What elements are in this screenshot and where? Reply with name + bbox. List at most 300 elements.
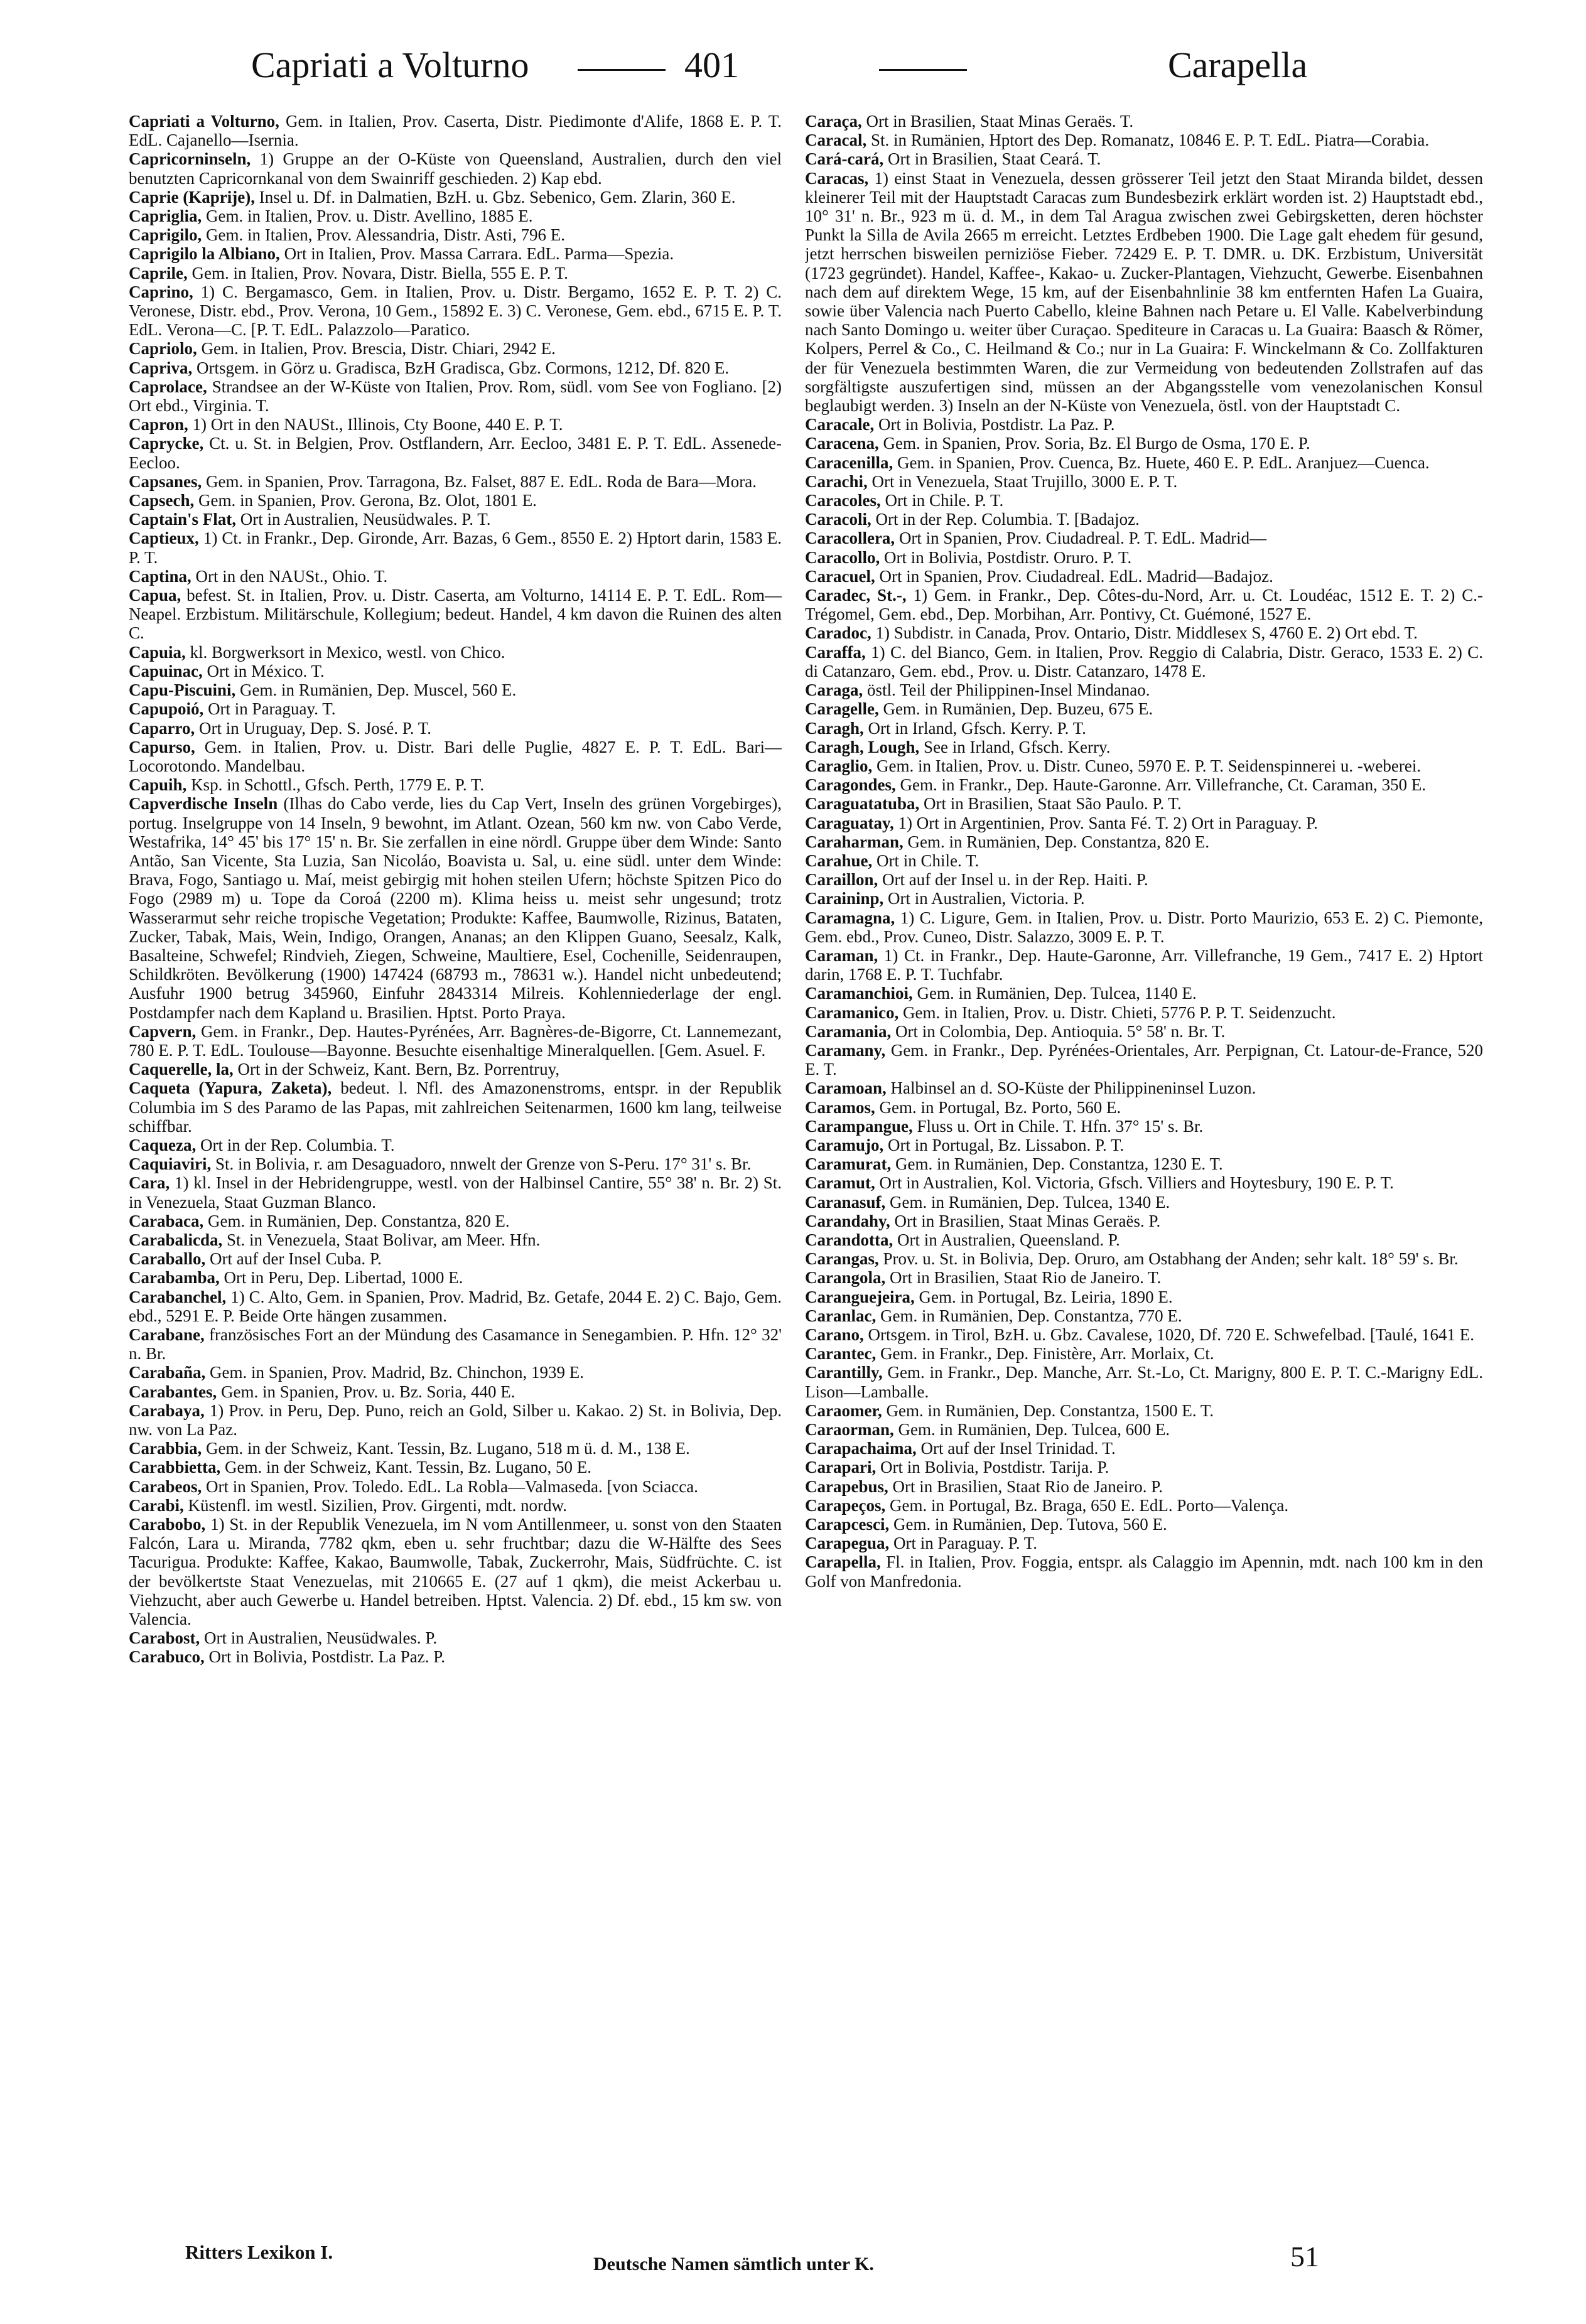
entry-text: Halbinsel an d. SO-Küste der Philippineninsel Luzon. [886, 1079, 1256, 1098]
entry-headword: Carantilly, [805, 1363, 883, 1382]
dictionary-entry [805, 1079, 1483, 1097]
dictionary-entry [129, 1647, 782, 1666]
entry-text: Ort in den NAUSt., Ohio. T. [191, 566, 388, 586]
entry-headword: Cará-cará, [805, 149, 884, 169]
header-last-entry: Carapella [1168, 45, 1308, 85]
entry-headword: Caraça, [805, 112, 862, 131]
dictionary-entry [129, 339, 782, 358]
entry-text: Ort in Brasilien, Staat Minas Geraës. T. [861, 112, 1134, 131]
entry-text: Gem. in Spanien, Prov. Soria, Bz. El Burgo de Osma, 170 E. P. [878, 434, 1310, 453]
dictionary-entry [805, 775, 1483, 794]
dictionary-entry [129, 1249, 782, 1268]
dictionary-entry [129, 1628, 782, 1647]
dictionary-entry [129, 794, 782, 1021]
entry-text: 1) C. Alto, Gem. in Spanien, Prov. Madrid, Bz. Getafe, 2044 E. 2) C. Bajo, Gem. ebd., 5291 E. P. Beide Orte hängen zusammen. [129, 1287, 782, 1325]
entry-headword: Carabeos, [129, 1477, 202, 1496]
dictionary-entry [805, 131, 1483, 149]
entry-headword: Capsanes, [129, 471, 202, 491]
entry-headword: Carabane, [129, 1325, 205, 1344]
dictionary-entry [805, 1552, 1483, 1590]
entry-text: Gem. in Spanien, Prov. u. Bz. Soria, 440 E. [217, 1382, 515, 1401]
entry-text: Ksp. in Schottl., Gfsch. Perth, 1779 E. P. T. [186, 775, 485, 795]
entry-text: Ort in Paraguay. P. T. [889, 1534, 1037, 1553]
entry-headword: Caragh, Lough, [805, 737, 920, 756]
entry-headword: Caramania, [805, 1021, 892, 1041]
entry-headword: Carantec, [805, 1344, 877, 1364]
entry-text: Ort in Bolivia, Postdistr. Oruro. P. T. [880, 547, 1132, 567]
entry-headword: Caracoli, [805, 510, 871, 529]
dictionary-entry [805, 149, 1483, 168]
entry-headword: Carandahy, [805, 1211, 890, 1230]
dictionary-entry [129, 529, 782, 566]
entry-text: Gem. in Italien, Prov. u. Distr. Cuneo, 5970 E. P. T. Seidenspinnerei u. -weberei. [872, 756, 1421, 775]
entry-headword: Caracollera, [805, 529, 895, 548]
entry-headword: Carabamba, [129, 1268, 220, 1288]
dictionary-entry [129, 1268, 782, 1287]
dictionary-entry [805, 453, 1483, 472]
entry-text: Gem. in Portugal, Bz. Leiria, 1890 E. [914, 1287, 1173, 1306]
dictionary-entry [129, 586, 782, 643]
dictionary-entry [805, 1477, 1483, 1496]
dictionary-entry [805, 1325, 1483, 1344]
dictionary-entry [805, 889, 1483, 908]
dictionary-entry [805, 169, 1483, 416]
entry-headword: Caracoles, [805, 491, 881, 510]
entry-headword: Capua, [129, 586, 181, 605]
left-column [129, 112, 782, 2171]
entry-text: Gem. in Rumänien, Dep. Tulcea, 1140 E. [912, 984, 1197, 1003]
entry-text: Ort in Australien, Queensland. P. [893, 1230, 1120, 1249]
dictionary-entry [129, 415, 782, 434]
entry-headword: Caraffa, [805, 642, 866, 662]
entry-text: Gem. in Portugal, Bz. Porto, 560 E. [875, 1097, 1121, 1117]
dictionary-entry [129, 207, 782, 225]
entry-text: St. in Rumänien, Hptort des Dep. Romanatz, 10846 E. P. T. EdL. Piatra—Corabia. [866, 131, 1430, 150]
entry-text: Ort in Australien, Victoria. P. [883, 889, 1085, 908]
dictionary-entry [805, 1439, 1483, 1458]
entry-text: 1) Ct. in Frankr., Dep. Gironde, Arr. Bazas, 6 Gem., 8550 E. 2) Hptort darin, 1583 E. P. T. [129, 529, 782, 567]
dictionary-entry [805, 1344, 1483, 1363]
entry-text: Ort in Chile. T. [872, 851, 979, 870]
dictionary-entry [805, 1458, 1483, 1477]
entry-headword: Caraglio, [805, 756, 873, 775]
entry-text: Gem. in Rumänien, Dep. Tulcea, 1340 E. [885, 1192, 1170, 1212]
dictionary-entry [805, 908, 1483, 946]
entry-headword: Carabobo, [129, 1515, 206, 1534]
dictionary-entry [805, 643, 1483, 681]
entry-headword: Caquiaviri, [129, 1154, 212, 1174]
dictionary-entry [129, 491, 782, 510]
entry-headword: Capu-Piscuini, [129, 681, 236, 700]
entry-headword: Carapebus, [805, 1477, 888, 1496]
entry-text: Ort in Brasilien, Staat São Paulo. P. T. [919, 794, 1182, 814]
entry-text: Gem. in Italien, Prov. Alessandria, Distr. Asti, 796 E. [202, 225, 565, 245]
entry-text: Ortsgem. in Görz u. Gradisca, BzH Gradisca, Gbz. Cormons, 1212, Df. 820 E. [192, 358, 730, 377]
dictionary-entry [805, 1249, 1483, 1268]
entry-text: Gem. in Italien, Prov. Caserta, Distr. Piedimonte d'Alife, 1868 E. P. T. EdL. Cajanello—Isernia. [129, 112, 782, 150]
entry-text: St. in Venezuela, Staat Bolivar, am Meer. Hfn. [222, 1230, 541, 1249]
dictionary-entry [805, 1496, 1483, 1515]
dictionary-entry [805, 1173, 1483, 1192]
entry-text: Ort in México. T. [202, 661, 325, 681]
dictionary-entry [805, 529, 1483, 547]
entry-text: Ort in Brasilien, Staat Minas Geraës. P. [890, 1211, 1161, 1230]
dictionary-entry [129, 1230, 782, 1249]
entry-text: Ort in der Rep. Columbia. T. [Badajoz. [871, 510, 1140, 529]
entry-headword: Carampangue, [805, 1116, 913, 1136]
entry-text: Gem. in Italien, Prov. Novara, Distr. Biella, 555 E. P. T. [187, 263, 568, 282]
dictionary-entry [805, 1003, 1483, 1022]
entry-headword: Caraman, [805, 945, 878, 965]
entry-headword: Capuinac, [129, 661, 203, 681]
dictionary-entry [129, 1022, 782, 1060]
entry-headword: Capriati a Volturno, [129, 112, 279, 131]
entry-headword: Caramany, [805, 1040, 886, 1060]
entry-text: Ort auf der Insel Cuba. P. [205, 1249, 382, 1269]
entry-text: Gem. in Frankr., Dep. Finistère, Arr. Morlaix, Ct. [876, 1344, 1214, 1364]
entry-text: Ort in Spanien, Prov. Toledo. EdL. La Robla—Valmaseda. [von Sciacca. [202, 1477, 698, 1496]
dictionary-entry [129, 1496, 782, 1515]
dictionary-entry [805, 738, 1483, 756]
entry-headword: Carabi, [129, 1495, 184, 1515]
entry-text: St. in Bolivia, r. am Desaguadoro, nnwelt der Grenze von S-Peru. 17° 31' s. Br. [211, 1154, 752, 1174]
entry-headword: Carapcesci, [805, 1515, 890, 1534]
entry-text: Ort in Bolivia, Postdistr. La Paz. P. [874, 415, 1115, 434]
entry-headword: Carapachaima, [805, 1439, 917, 1458]
entry-text: Ort in Bolivia, Postdistr. La Paz. P. [204, 1647, 446, 1667]
entry-text: Ort in Venezuela, Staat Trujillo, 3000 E. P. T. [867, 471, 1178, 491]
dictionary-entry [129, 1477, 782, 1496]
entry-headword: Caragh, [805, 718, 864, 738]
dictionary-entry [805, 567, 1483, 586]
entry-text: befest. St. in Italien, Prov. u. Distr. Caserta, am Volturno, 14114 E. P. T. EdL. Rom—Neapel. Erzbistum. Militärschule, Kollegium; bedeut. Handel, 4 km davon die Ruinen des alten C. [129, 586, 782, 643]
entry-headword: Cara, [129, 1173, 170, 1193]
entry-text: Insel u. Df. in Dalmatien, BzH. u. Gbz. Sebenico, Gem. Zlarin, 360 E. [254, 187, 736, 207]
entry-headword: Carahue, [805, 851, 873, 870]
entry-text: Gem. in Italien, Prov. u. Distr. Bari delle Puglie, 4827 E. P. T. EdL. Bari—Locorotondo. Mandelbau. [129, 737, 782, 775]
entry-text: Ort in Australien, Neusüdwales. P. T. [236, 510, 491, 529]
entry-text: Gem. in Rumänien, Dep. Constantza, 820 E. [203, 1211, 510, 1230]
entry-headword: Carapegua, [805, 1534, 890, 1553]
entry-text: Ort in Chile. P. T. [880, 491, 1004, 510]
entry-text: 1) Gruppe an der O-Küste von Queensland, Australien, durch den viel benutzten Capricornkanal von dem Swainriff geschieden. 2) Kap ebd. [129, 149, 782, 188]
dictionary-entry [129, 738, 782, 775]
entry-text: bedeut. l. Nfl. des Amazonenstroms, entspr. in der Republik Columbia im S des Paramo de las Papas, mit zahlreichen Seitenarmen, 1600 km lang, teilweise schiffbar. [129, 1079, 782, 1136]
entry-text: 1) kl. Insel in der Hebridengruppe, westl. von der Halbinsel Cantire, 55° 38' n. Br. 2) St. in Venezuela, Staat Guzman Blanco. [129, 1173, 782, 1212]
entry-text: 1) C. del Bianco, Gem. in Italien, Prov. Reggio di Calabria, Distr. Geraco, 1533 E. 2) C. di Catanzaro, Gem. ebd., Prov. u. Distr. Catanzaro, 1478 E. [805, 642, 1483, 681]
dictionary-entry [129, 681, 782, 699]
entry-headword: Caradec, St.-, [805, 586, 907, 605]
dictionary-entry [805, 1212, 1483, 1230]
entry-text: 1) St. in der Republik Venezuela, im N vom Antillenmeer, u. sonst von den Staaten Falcón, Lara u. Miranda, 7782 qkm, eben u. sehr fruchtbar; dazu die W-Hälfte des Sees Tacurigua. Produkte: Kaffee, Kakao, Baumwolle, Tabak, Zuckerrohr, Mais, Südfrüchte. C. ist der bevölkertste Staat Venezuelas, mit 210665 E. (27 auf 1 qkm), die meist Ackerbau u. Viehzucht, aber auch Gewerbe u. Handel betreiben. Hptst. Valencia. 2) Df. ebd., 15 km sw. von Valencia. [129, 1515, 782, 1629]
entry-headword: Captina, [129, 566, 192, 586]
dictionary-entry [129, 112, 782, 149]
entry-headword: Caprile, [129, 263, 188, 282]
entry-text: Ort in Bolivia, Postdistr. Tarija. P. [876, 1458, 1109, 1477]
entry-text: 1) Ct. in Frankr., Dep. Haute-Garonne, Arr. Villefranche, 19 Gem., 7417 E. 2) Hptort darin, 1768 E. P. T. Tuchfabr. [805, 945, 1483, 984]
dictionary-entry [805, 1136, 1483, 1154]
entry-text: Gem. in Rumänien, Dep. Constantza, 820 E. [903, 832, 1210, 851]
entry-headword: Caramoan, [805, 1079, 887, 1098]
dictionary-entry [129, 1154, 782, 1173]
entry-headword: Carabanchel, [129, 1287, 227, 1306]
entry-headword: Caragondes, [805, 775, 896, 795]
entry-headword: Caracollo, [805, 547, 880, 567]
dictionary-entry [129, 699, 782, 718]
entry-text: Gem. in Rumänien, Dep. Tulcea, 600 E. [893, 1420, 1170, 1439]
entry-headword: Capupoió, [129, 699, 204, 719]
entry-text: 1) Ort in Argentinien, Prov. Santa Fé. T. 2) Ort in Paraguay. P. [893, 813, 1318, 832]
dictionary-entry [129, 472, 782, 491]
entry-text: kl. Borgwerksort in Mexico, westl. von Chico. [185, 642, 505, 662]
entry-headword: Capsech, [129, 491, 195, 510]
footer-note: Deutsche Namen sämtlich unter K. [593, 2254, 874, 2274]
dictionary-entry [129, 662, 782, 681]
dictionary-entry [129, 1173, 782, 1211]
footer-signature: Ritters Lexikon I. [185, 2241, 333, 2263]
entry-text: 1) C. Bergamasco, Gem. in Italien, Prov. u. Distr. Bergamo, 1652 E. P. T. 2) C. Veronese, Distr. ebd., Prov. Verona, 10 Gem., 15892 E. 3) C. Veronese, Gem. ebd., 6715 E. P. T. EdL. Verona—C. [P. T. EdL. Palazzolo—Paratico. [129, 282, 782, 340]
header-rule-left [578, 69, 666, 71]
dictionary-entry [805, 1193, 1483, 1212]
dictionary-entry [805, 1154, 1483, 1173]
entry-headword: Capricorninseln, [129, 149, 251, 169]
sheet-number: 51 [1290, 2241, 1319, 2273]
dictionary-entry [805, 681, 1483, 699]
entry-headword: Capron, [129, 415, 188, 434]
entry-headword: Carabost, [129, 1628, 200, 1648]
dictionary-entry [805, 112, 1483, 131]
entry-text: 1) C. Ligure, Gem. in Italien, Prov. u. Distr. Porto Maurizio, 653 E. 2) C. Piemonte, Gem. ebd., Prov. Cuneo, Distr. Salazzo, 3009 E. P. T. [805, 908, 1483, 946]
entry-text: Ort in Italien, Prov. Massa Carrara. EdL. Parma—Spezia. [279, 244, 674, 264]
entry-headword: Caraillon, [805, 870, 878, 890]
entry-text: Gem. in Rumänien, Dep. Constantza, 1230 E. T. [891, 1154, 1223, 1174]
entry-headword: Carangola, [805, 1268, 886, 1288]
dictionary-entry [805, 794, 1483, 813]
dictionary-entry [805, 832, 1483, 851]
dictionary-entry [805, 719, 1483, 738]
dictionary-entry [805, 946, 1483, 984]
dictionary-entry [129, 1458, 782, 1477]
dictionary-entry [805, 851, 1483, 870]
dictionary-entry [805, 984, 1483, 1003]
dictionary-entry [805, 491, 1483, 510]
entry-headword: Capurso, [129, 737, 195, 756]
running-header [188, 39, 1475, 89]
page-footer [129, 2235, 1479, 2285]
dictionary-entry [805, 1230, 1483, 1249]
dictionary-entry [805, 1420, 1483, 1439]
entry-headword: Caquerelle, la, [129, 1060, 234, 1079]
entry-headword: Capuia, [129, 642, 186, 662]
dictionary-entry [805, 510, 1483, 529]
dictionary-entry [129, 1363, 782, 1382]
entry-headword: Caprie (Kaprije), [129, 187, 255, 207]
entry-text: französisches Fort an der Mündung des Casamance in Senegambien. P. Hfn. 12° 32' n. Br. [129, 1325, 782, 1364]
dictionary-entry [129, 1079, 782, 1136]
dictionary-entry [129, 244, 782, 263]
entry-text: Ort in Irland, Gfsch. Kerry. P. T. [863, 718, 1086, 738]
dictionary-entry [805, 1363, 1483, 1401]
dictionary-entry [129, 1401, 782, 1439]
entry-text: Gem. in der Schweiz, Kant. Tessin, Bz. Lugano, 518 m ü. d. M., 138 E. [202, 1439, 690, 1458]
entry-text: Gem. in Spanien, Prov. Tarragona, Bz. Falset, 887 E. EdL. Roda de Bara—Mora. [202, 471, 757, 491]
entry-headword: Capuih, [129, 775, 187, 795]
right-column [805, 112, 1483, 2171]
entry-text: Gem. in Spanien, Prov. Gerona, Bz. Olot, 1801 E. [194, 491, 537, 510]
entry-headword: Caraharman, [805, 832, 904, 851]
entry-headword: Caprigilo, [129, 225, 202, 245]
dictionary-entry [805, 1288, 1483, 1306]
dictionary-entry [129, 1515, 782, 1628]
dictionary-entry [805, 1098, 1483, 1117]
dictionary-entry [805, 472, 1483, 491]
entry-text: 1) Prov. in Peru, Dep. Puno, reich an Gold, Silber u. Kakao. 2) St. in Bolivia, Dep. nw. von La Paz. [129, 1401, 782, 1439]
entry-text: Gem. in Rumänien, Dep. Muscel, 560 E. [235, 681, 517, 700]
dictionary-entry [129, 510, 782, 529]
dictionary-entry [129, 1136, 782, 1154]
entry-text: Gem. in Frankr., Dep. Haute-Garonne. Arr. Villefranche, Ct. Caraman, 350 E. [895, 775, 1427, 795]
header-first-entry: Capriati a Volturno [251, 45, 529, 85]
entry-headword: Caraininp, [805, 889, 884, 908]
entry-text: Fluss u. Ort in Chile. T. Hfn. 37° 15' s. Br. [912, 1116, 1204, 1136]
entry-text: Gem. in Rumänien, Dep. Tutova, 560 E. [889, 1515, 1167, 1534]
entry-headword: Carangas, [805, 1249, 879, 1269]
entry-headword: Caracal, [805, 131, 867, 150]
entry-text: Gem. in Rumänien, Dep. Buzeu, 675 E. [878, 699, 1153, 719]
dictionary-entry [129, 1288, 782, 1325]
entry-text: Ort auf der Insel Trinidad. T. [916, 1439, 1116, 1458]
entry-headword: Caramagna, [805, 908, 895, 927]
entry-headword: Caraguatay, [805, 813, 894, 832]
page-number: 401 [684, 45, 739, 85]
entry-headword: Carano, [805, 1325, 864, 1344]
entry-text: 1) Gem. in Frankr., Dep. Côtes-du-Nord, Arr. u. Ct. Loudéac, 1512 E. T. 2) C.-Trégomel, Gem. ebd., Dep. Morbihan, Arr. Pontivy, Ct. Guémoné, 1527 E. [805, 586, 1483, 624]
dictionary-entry [805, 434, 1483, 453]
entry-text: Gem. in Italien, Prov. u. Distr. Chieti, 5776 P. P. T. Seidenzucht. [898, 1003, 1336, 1022]
entry-headword: Caranguejeira, [805, 1287, 915, 1306]
entry-text: Gem. in Italien, Prov. u. Distr. Avellino, 1885 E. [202, 207, 533, 226]
dictionary-entry [129, 643, 782, 662]
entry-text: Strandsee an der W-Küste von Italien, Prov. Rom, südl. vom See von Fogliano. [2) Ort ebd., Virginia. T. [129, 377, 782, 416]
entry-text: Gem. in Spanien, Prov. Cuenca, Bz. Huete, 460 E. P. EdL. Aranjuez—Cuenca. [893, 453, 1430, 472]
dictionary-entry [805, 1117, 1483, 1136]
entry-headword: Carandotta, [805, 1230, 893, 1249]
entry-headword: Caracale, [805, 415, 875, 434]
entry-headword: Caqueza, [129, 1135, 197, 1154]
entry-headword: Carabbia, [129, 1439, 202, 1458]
entry-headword: Capvern, [129, 1021, 197, 1041]
entry-text: Fl. in Italien, Prov. Foggia, entspr. als Calaggio im Apennin, mdt. nach 100 km in den Golf von Manfredonia. [805, 1552, 1483, 1591]
dictionary-entry [805, 1515, 1483, 1534]
entry-headword: Caramurat, [805, 1154, 892, 1174]
entry-headword: Caramanchioi, [805, 984, 913, 1003]
entry-text: Ort in Spanien, Prov. Ciudadreal. EdL. Madrid—Badajoz. [875, 566, 1273, 586]
entry-headword: Caracuel, [805, 566, 875, 586]
entry-text: Gem. in Portugal, Bz. Braga, 650 E. EdL. Porto—Valença. [885, 1495, 1289, 1515]
entry-headword: Carapari, [805, 1458, 877, 1477]
dictionary-entry [129, 1060, 782, 1079]
dictionary-entry [805, 415, 1483, 434]
entry-text: Ort in Spanien, Prov. Ciudadreal. P. T. EdL. Madrid— [895, 529, 1267, 548]
entry-headword: Caprycke, [129, 434, 204, 453]
entry-text: Ort in Uruguay, Dep. S. José. P. T. [195, 718, 431, 738]
entry-headword: Caprigilo la Albiano, [129, 244, 280, 264]
entry-headword: Caracena, [805, 434, 879, 453]
entry-headword: Captieux, [129, 529, 199, 548]
dictionary-entry [129, 149, 782, 187]
entry-headword: Caranasuf, [805, 1192, 886, 1212]
dictionary-entry [805, 1306, 1483, 1325]
entry-headword: Capverdische Inseln [129, 794, 278, 814]
entry-headword: Carapella, [805, 1552, 881, 1572]
entry-headword: Caprino, [129, 282, 193, 301]
entry-text: 1) Ort in den NAUSt., Illinois, Cty Boone, 440 E. P. T. [188, 415, 563, 434]
entry-text: Ort in Paraguay. T. [203, 699, 336, 719]
entry-headword: Carabantes, [129, 1382, 217, 1401]
dictionary-entry [129, 1212, 782, 1230]
entry-text: östl. Teil der Philippinen-Insel Mindanao. [863, 681, 1150, 700]
entry-text: 1) Subdistr. in Canada, Prov. Ontario, Distr. Middlesex S, 4760 E. 2) Ort ebd. T. [871, 623, 1418, 643]
dictionary-entry [129, 377, 782, 415]
entry-text: Ort auf der Insel u. in der Rep. Haiti. P. [878, 870, 1148, 890]
entry-text: Gem. in Rumänien, Dep. Constantza, 1500 E. T. [882, 1401, 1214, 1420]
dictionary-entry [129, 567, 782, 586]
entry-headword: Carabuco, [129, 1647, 205, 1667]
entry-headword: Carabaya, [129, 1401, 205, 1420]
dictionary-entry [805, 548, 1483, 567]
dictionary-entry [129, 1439, 782, 1458]
entry-text: Gem. in Spanien, Prov. Madrid, Bz. Chinchon, 1939 E. [205, 1363, 584, 1382]
entry-headword: Carapeços, [805, 1495, 886, 1515]
entry-text: Gem. in Frankr., Dep. Pyrénées-Orientales, Arr. Perpignan, Ct. Latour-de-France, 520 E. T. [805, 1040, 1483, 1079]
entry-headword: Caqueta (Yapura, Zaketa), [129, 1079, 332, 1098]
entry-text: (Ilhas do Cabo verde, lies du Cap Vert, Inseln des grünen Vorgebirges), portug. Inselgruppe von 14 Inseln, 9 bewohnt, im Atlant. Ozean, 560 km nw. von Cabo Verde, Westafrika, 14° 45' bis 17° 15' n. Br. Sie zerfallen in eine nördl. Gruppe über dem Winde: Santo Antão, San Vicente, Sta Luzia, San Nicoláo, Boavista u. Sal, u. eine südl. unter dem Winde: Brava, Fogo, Santiago u. Maí, meist gebirgig mit hohen steilen Ufern; höchste Spitzen Pico do Fogo (2989 m) u. Tope da Coroá (2200 m). Klima heiss u. meist sehr ungesund; trotz Wasserarmut sehr reiche tropische Vegetation; Produkte: Kaffee, Baumwolle, Rizinus, Bataten, Zucker, Tabak, Mais, Wein, Indigo, Orangen, Ananas; an den Klippen Guano, Seesalz, Kalk, Basalteine, Schwefel; Rindvieh, Ziegen, Schweine, Maultiere, Esel, Cochenille, Seidenraupen, Schildkröten. Bevölkerung (1900) 147424 (68793 m., 78631 w.). Handel nicht unbedeutend; Ausfuhr 1900 betrug 345960, Einfuhr 2843314 Milreis. Kohlenniederlage der engl. Postdampfer nach dem Kapland u. Brasilien. Hptst. Porto Praya. [129, 794, 782, 1022]
entry-text: Ort in Brasilien, Staat Ceará. T. [883, 149, 1101, 169]
dictionary-entry [805, 1041, 1483, 1079]
entry-headword: Capriglia, [129, 207, 202, 226]
entry-text: Ort in der Schweiz, Kant. Bern, Bz. Porrentruy, [233, 1060, 560, 1079]
entry-headword: Caparro, [129, 718, 195, 738]
entry-text: Ct. u. St. in Belgien, Prov. Ostflandern, Arr. Eecloo, 3481 E. P. T. EdL. Assenede-Eecloo. [129, 434, 782, 472]
dictionary-entry [129, 225, 782, 244]
dictionary-entry [805, 623, 1483, 642]
entry-text: Ort in der Rep. Columbia. T. [196, 1135, 395, 1154]
entry-headword: Caraballo, [129, 1249, 206, 1269]
entry-text: Ortsgem. in Tirol, BzH. u. Gbz. Cavalese, 1020, Df. 720 E. Schwefelbad. [Taulé, 1641 E. [863, 1325, 1474, 1344]
entry-headword: Caracenilla, [805, 453, 893, 472]
dictionary-entry [129, 1325, 782, 1363]
dictionary-entry [805, 586, 1483, 623]
entry-headword: Caracas, [805, 168, 869, 188]
dictionary-entry [805, 699, 1483, 718]
entry-headword: Caraga, [805, 681, 863, 700]
header-rule-right [879, 69, 967, 71]
entry-headword: Caramanico, [805, 1003, 899, 1022]
entry-headword: Caramos, [805, 1097, 875, 1117]
entry-headword: Capriva, [129, 358, 193, 377]
dictionary-entry [129, 434, 782, 471]
dictionary-entry [129, 1382, 782, 1401]
entry-text: Gem. in Italien, Prov. Brescia, Distr. Chiari, 2942 E. [197, 339, 556, 358]
dictionary-entry [129, 282, 782, 340]
dictionary-entry [805, 1022, 1483, 1041]
dictionary-entry [129, 775, 782, 794]
entry-text: Gem. in der Schweiz, Kant. Tessin, Bz. Lugano, 50 E. [220, 1458, 591, 1477]
entry-text: See in Irland, Gfsch. Kerry. [919, 737, 1111, 756]
dictionary-entry [805, 814, 1483, 832]
entry-text: Ort in Brasilien, Staat Rio de Janeiro. P. [888, 1477, 1163, 1496]
dictionary-entry [805, 870, 1483, 889]
